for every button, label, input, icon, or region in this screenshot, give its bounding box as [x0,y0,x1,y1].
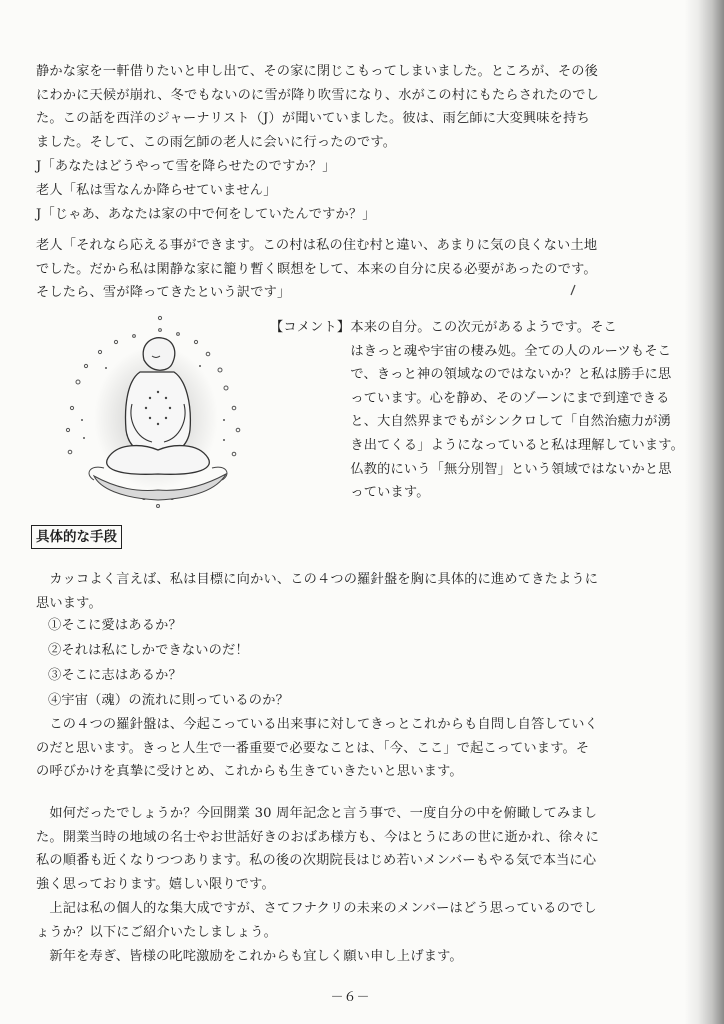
section-heading: 具体的な手段 [31,525,122,549]
closing-paragraph-1: 如何だったでしょうか？今回開業 30 周年記念と言う事で、一度自分の中を俯瞰してみまし た。開業当時の地域の名士やお世話好きのおばあ様方も、今はとうにあの世に逝かれ、徐々に 私の順番も近くなりつつあります。私の後の次期院長はじめ若いメンバーもやる気で本当に心 強く思っております。嬉しい限りです。 [36,806,600,892]
dialogue-line-3: J「じゃあ、あなたは家の中で何をしていたんですか？」 [36,207,376,222]
section-intro: カッコよく言えば、私は目標に向かい、この４つの羅針盤を胸に具体的に進めてきたように 思います。 [36,572,599,611]
dialogue-line-4: 老人「それなら応える事ができます。この村は私の住む村と違い、あまりに気の良くない土地 でした。だから私は閑静な家に籠り暫く瞑想をして、本来の自分に戻る必要があったのです。 そしたら、雪が降ってきたという訳です」 [36,238,598,301]
story-intro: 静かな家を一軒借りたいと申し出て、その家に閉じこもってしまいました。ところが、その後 にわかに天候が崩れ、冬でもないのに雪が降り吹雪になり、水がこの村にもたらされたのでし た。この話を西洋のジャーナリスト（J）が聞いていました。彼は、雨乞師に大変興味を持ち ました。そして、この雨乞師の老人に会いに行ったのです。 [36,64,600,150]
compass-item-1: ①そこに愛はあるか？ [48,618,182,633]
compass-item-2: ②それは私にしかできないのだ！ [48,643,249,658]
comment-block: 【コメント】本来の自分。この次元があるようです。そこ はきっと魂や宇宙の棲み処。全ての人のルーツもそこ で、きっと神の領域なのではないか？と私は勝手に思 っています。心を静め、そのゾーンにまで到達できる と、大自然界までもがシンクロして「自然治癒力が湧 き出てくる」ようになっていると私は理解しています。 仏教的にいう「無分別智」という領域ではないかと思 っています。 [270,320,684,501]
meditating-figure-illustration [48,308,268,520]
closing-paragraph-3: 新年を寿ぎ、皆様の叱咤激励をこれからも宜しく願い申し上げます。 [36,949,463,964]
dialogue-line-1: J「あなたはどうやって雪を降らせたのですか？」 [36,159,336,174]
pencil-mark [568,283,578,297]
compass-item-3: ③そこに志はあるか？ [48,668,182,683]
page-number: －６－ [330,990,370,1005]
compass-item-4: ④宇宙（魂）の流れに則っているのか？ [48,693,289,708]
section-conclusion: この４つの羅針盤は、今起こっている出来事に対してきっとこれからも自問し自答していく のだと思います。きっと人生で一番重要で必要なことは、「今、ここ」で起こっています。そ の呼びかけを真摯に受けとめ、これからも生きていきたいと思います。 [36,717,599,780]
book-spine-shadow [684,0,724,1024]
dialogue-line-2: 老人「私は雪なんか降らせていません」 [36,183,277,198]
closing-paragraph-2: 上記は私の個人的な集大成ですが、さてフナクリの未来のメンバーはどう思っているのでし ょうか？以下にご紹介いたしましょう。 [36,901,597,940]
